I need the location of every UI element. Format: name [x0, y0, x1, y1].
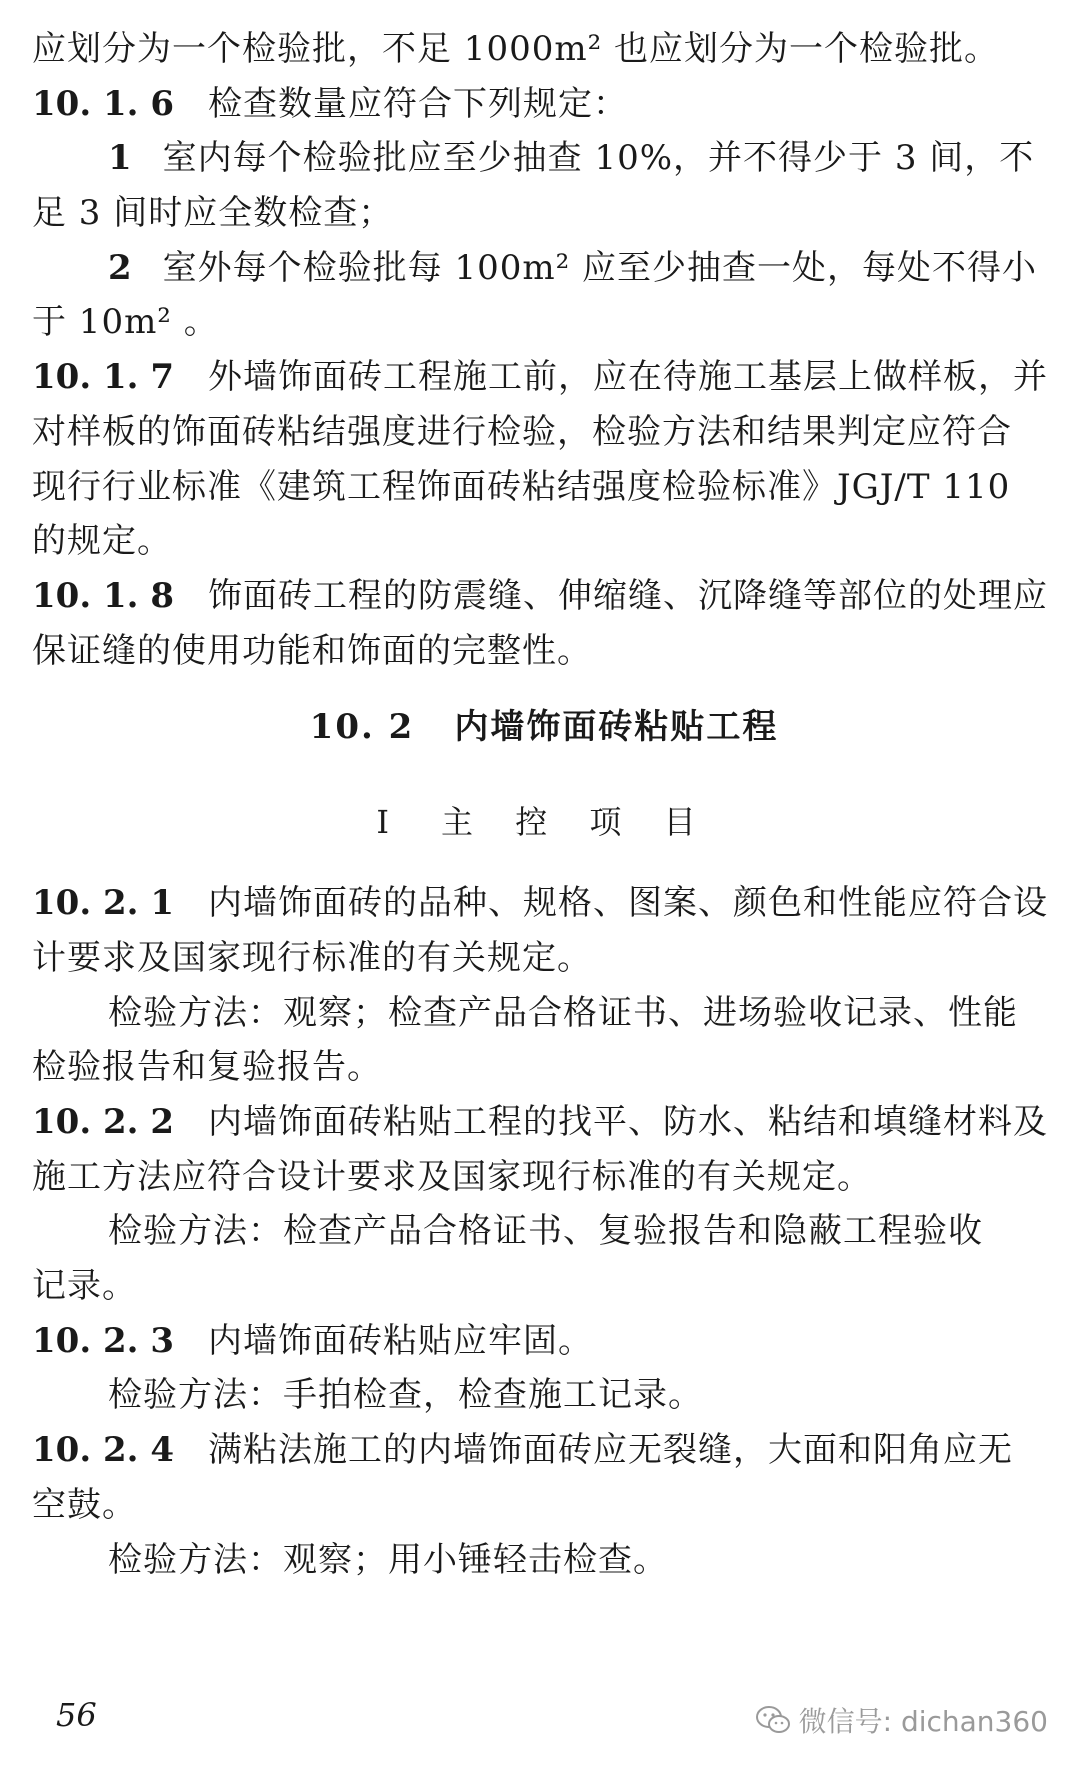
- text-line: 空鼓。: [32, 1484, 137, 1525]
- item-number: 1: [108, 138, 133, 179]
- item-text: 室外每个检验批每 100m² 应至少抽查一处，每处不得小: [162, 247, 1038, 288]
- section-title-text: 内墙饰面砖粘贴工程: [454, 707, 779, 748]
- item-text: 室内每个检验批应至少抽查 10%，并不得少于 3 间，不: [162, 138, 1035, 179]
- clause-number: 10. 1. 6: [32, 83, 174, 124]
- clause-number: 10. 1. 8: [32, 575, 174, 616]
- clause-10-1-8: [32, 569, 1056, 624]
- section-heading: [32, 686, 1056, 768]
- subsection-heading: [32, 768, 1056, 876]
- text-line: 计要求及国家现行标准的有关规定。: [32, 937, 592, 978]
- clause-text: 内墙饰面砖的品种、规格、图案、颜色和性能应符合设: [207, 883, 1048, 924]
- clause-10-1-7: [32, 350, 1056, 405]
- list-item-2: [32, 241, 1056, 296]
- watermark-text: 微信号: dichan360: [798, 1705, 1048, 1738]
- clause-number: 10. 2. 4: [32, 1430, 174, 1471]
- clause-10-2-3: [32, 1314, 1056, 1369]
- text-line: 于 10m² 。: [32, 302, 219, 343]
- clause-10-2-2: [32, 1095, 1056, 1150]
- clause-10-2-1: [32, 876, 1056, 931]
- wechat-icon: [755, 1705, 791, 1735]
- clause-number: 10. 2. 3: [32, 1320, 174, 1361]
- text-line: 对样板的饰面砖粘结强度进行检验，检验方法和结果判定应符合: [32, 411, 1012, 452]
- document-page: [32, 22, 1056, 1587]
- clause-text: 内墙饰面砖粘贴应牢固。: [207, 1320, 593, 1361]
- clause-number: 10. 1. 7: [32, 357, 174, 398]
- text-line: 应划分为一个检验批，不足 1000m² 也应划分为一个检验批。: [32, 29, 1000, 69]
- clause-number: 10. 2. 1: [32, 883, 174, 924]
- text-line: 的规定。: [32, 521, 172, 562]
- clause-number: 10. 2. 2: [32, 1102, 174, 1142]
- clause-10-1-6: [32, 77, 1056, 132]
- clause-text: 检查数量应符合下列规定：: [207, 83, 628, 124]
- list-item-1: [32, 131, 1056, 186]
- clause-text: 外墙饰面砖工程施工前，应在待施工基层上做样板，并: [207, 357, 1048, 398]
- text-line: 现行行业标准《建筑工程饰面砖粘结强度检验标准》JGJ/T 110: [32, 466, 1011, 507]
- watermark: [755, 1700, 1048, 1740]
- clause-text: 满粘法施工的内墙饰面砖应无裂缝，大面和阳角应无: [207, 1430, 1013, 1471]
- clause-text: 内墙饰面砖粘贴工程的找平、防水、粘结和填缝材料及: [207, 1102, 1048, 1142]
- text-line: 记录。: [32, 1266, 137, 1307]
- inspection-method: 检验方法：检查产品合格证书、复验报告和隐蔽工程验收: [108, 1211, 983, 1252]
- subsection-title-text: 主 控 项 目: [441, 803, 712, 842]
- text-line: 检验报告和复验报告。: [32, 1047, 382, 1088]
- section-number: 10. 2: [309, 707, 415, 748]
- inspection-method: 检验方法：观察；用小锤轻击检查。: [108, 1539, 668, 1580]
- text-line: 施工方法应符合设计要求及国家现行标准的有关规定。: [32, 1156, 872, 1197]
- clause-text: 饰面砖工程的防震缝、伸缩缝、沉降缝等部位的处理应: [207, 575, 1048, 616]
- page-number: 56: [56, 1696, 97, 1734]
- text-line: 足 3 间时应全数检查；: [32, 193, 394, 234]
- page-footer: [0, 1690, 1080, 1750]
- text-line: 保证缝的使用功能和饰面的完整性。: [32, 630, 592, 671]
- inspection-method: 检验方法：观察；检查产品合格证书、进场验收记录、性能: [108, 992, 1018, 1033]
- subsection-roman: I: [376, 803, 406, 842]
- clause-10-2-4: [32, 1423, 1056, 1478]
- item-number: 2: [108, 247, 133, 288]
- inspection-method: 检验方法：手拍检查，检查施工记录。: [108, 1375, 703, 1416]
